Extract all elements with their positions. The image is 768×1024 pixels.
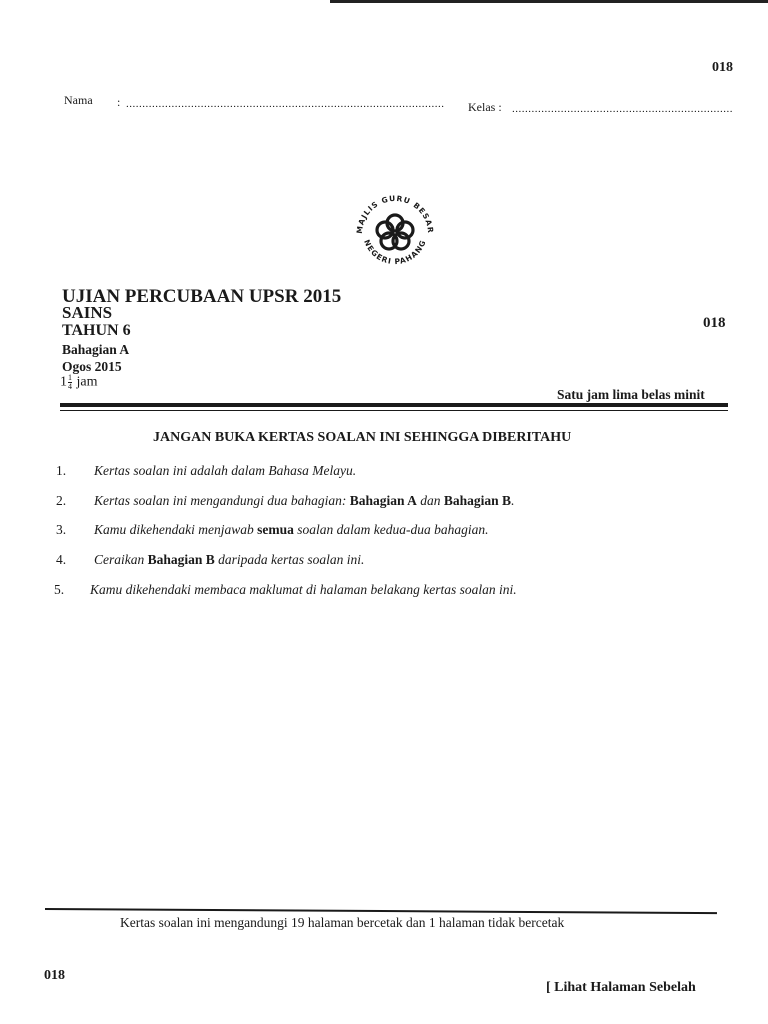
duration-in-words: Satu jam lima belas minit <box>557 387 705 402</box>
title-rule-thin <box>60 410 728 411</box>
paper-code-bottom: 018 <box>44 968 65 983</box>
instruction-item: 2. Kertas soalan ini mengandungi dua bahagian: Bahagian A dan Bahagian B. <box>56 493 515 508</box>
svg-text:NEGERI PAHANG <box>362 238 428 266</box>
subject-title: SAINS <box>62 303 113 322</box>
kelas-field[interactable]: .................................................................... <box>512 103 733 115</box>
warning-heading: JANGAN BUKA KERTAS SOALAN INI SEHINGGA DIBERITAHU <box>153 430 572 445</box>
title-rule-thick <box>60 403 728 407</box>
instruction-item: 1. Kertas soalan ini adalah dalam Bahasa Melayu. <box>56 463 357 478</box>
instruction-item: 3. Kamu dikehendaki menjawab semua soalan dalam kedua-dua bahagian. <box>56 522 489 537</box>
next-page-note: [ Lihat Halaman Sebelah <box>546 980 696 995</box>
paper-code-top: 018 <box>712 60 733 75</box>
top-edge-rule <box>330 0 768 3</box>
page-count-note: Kertas soalan ini mengandungi 19 halaman bercetak dan 1 halaman tidak bercetak <box>120 915 565 930</box>
kelas-label: Kelas : <box>468 100 502 114</box>
duration-label: 1 $\frac{1}{4}$ jam <box>60 373 98 391</box>
footer-rule <box>45 908 717 914</box>
instruction-item: 5. Kamu dikehendaki membaca maklumat di halaman belakang kertas soalan ini. <box>54 582 517 597</box>
paper-code-right: 018 <box>703 315 726 331</box>
school-council-logo <box>350 188 440 278</box>
instruction-item: 4. Ceraikan Bahagian B daripada kertas soalan ini. <box>56 552 365 567</box>
date-label: Ogos 2015 <box>62 359 122 374</box>
nama-field[interactable]: .................................................................................................. <box>126 98 445 110</box>
exam-title: UJIAN PERCUBAAN UPSR 2015 <box>62 286 342 307</box>
year-title: TAHUN 6 <box>62 322 131 339</box>
logo-text-bottom: NEGERI PAHANG <box>362 238 428 267</box>
logo-text-top: MAJLIS GURU BESAR <box>354 193 436 235</box>
nama-colon: : <box>117 95 121 109</box>
section-label: Bahagian A <box>62 342 130 357</box>
nama-label: Nama <box>64 93 93 107</box>
